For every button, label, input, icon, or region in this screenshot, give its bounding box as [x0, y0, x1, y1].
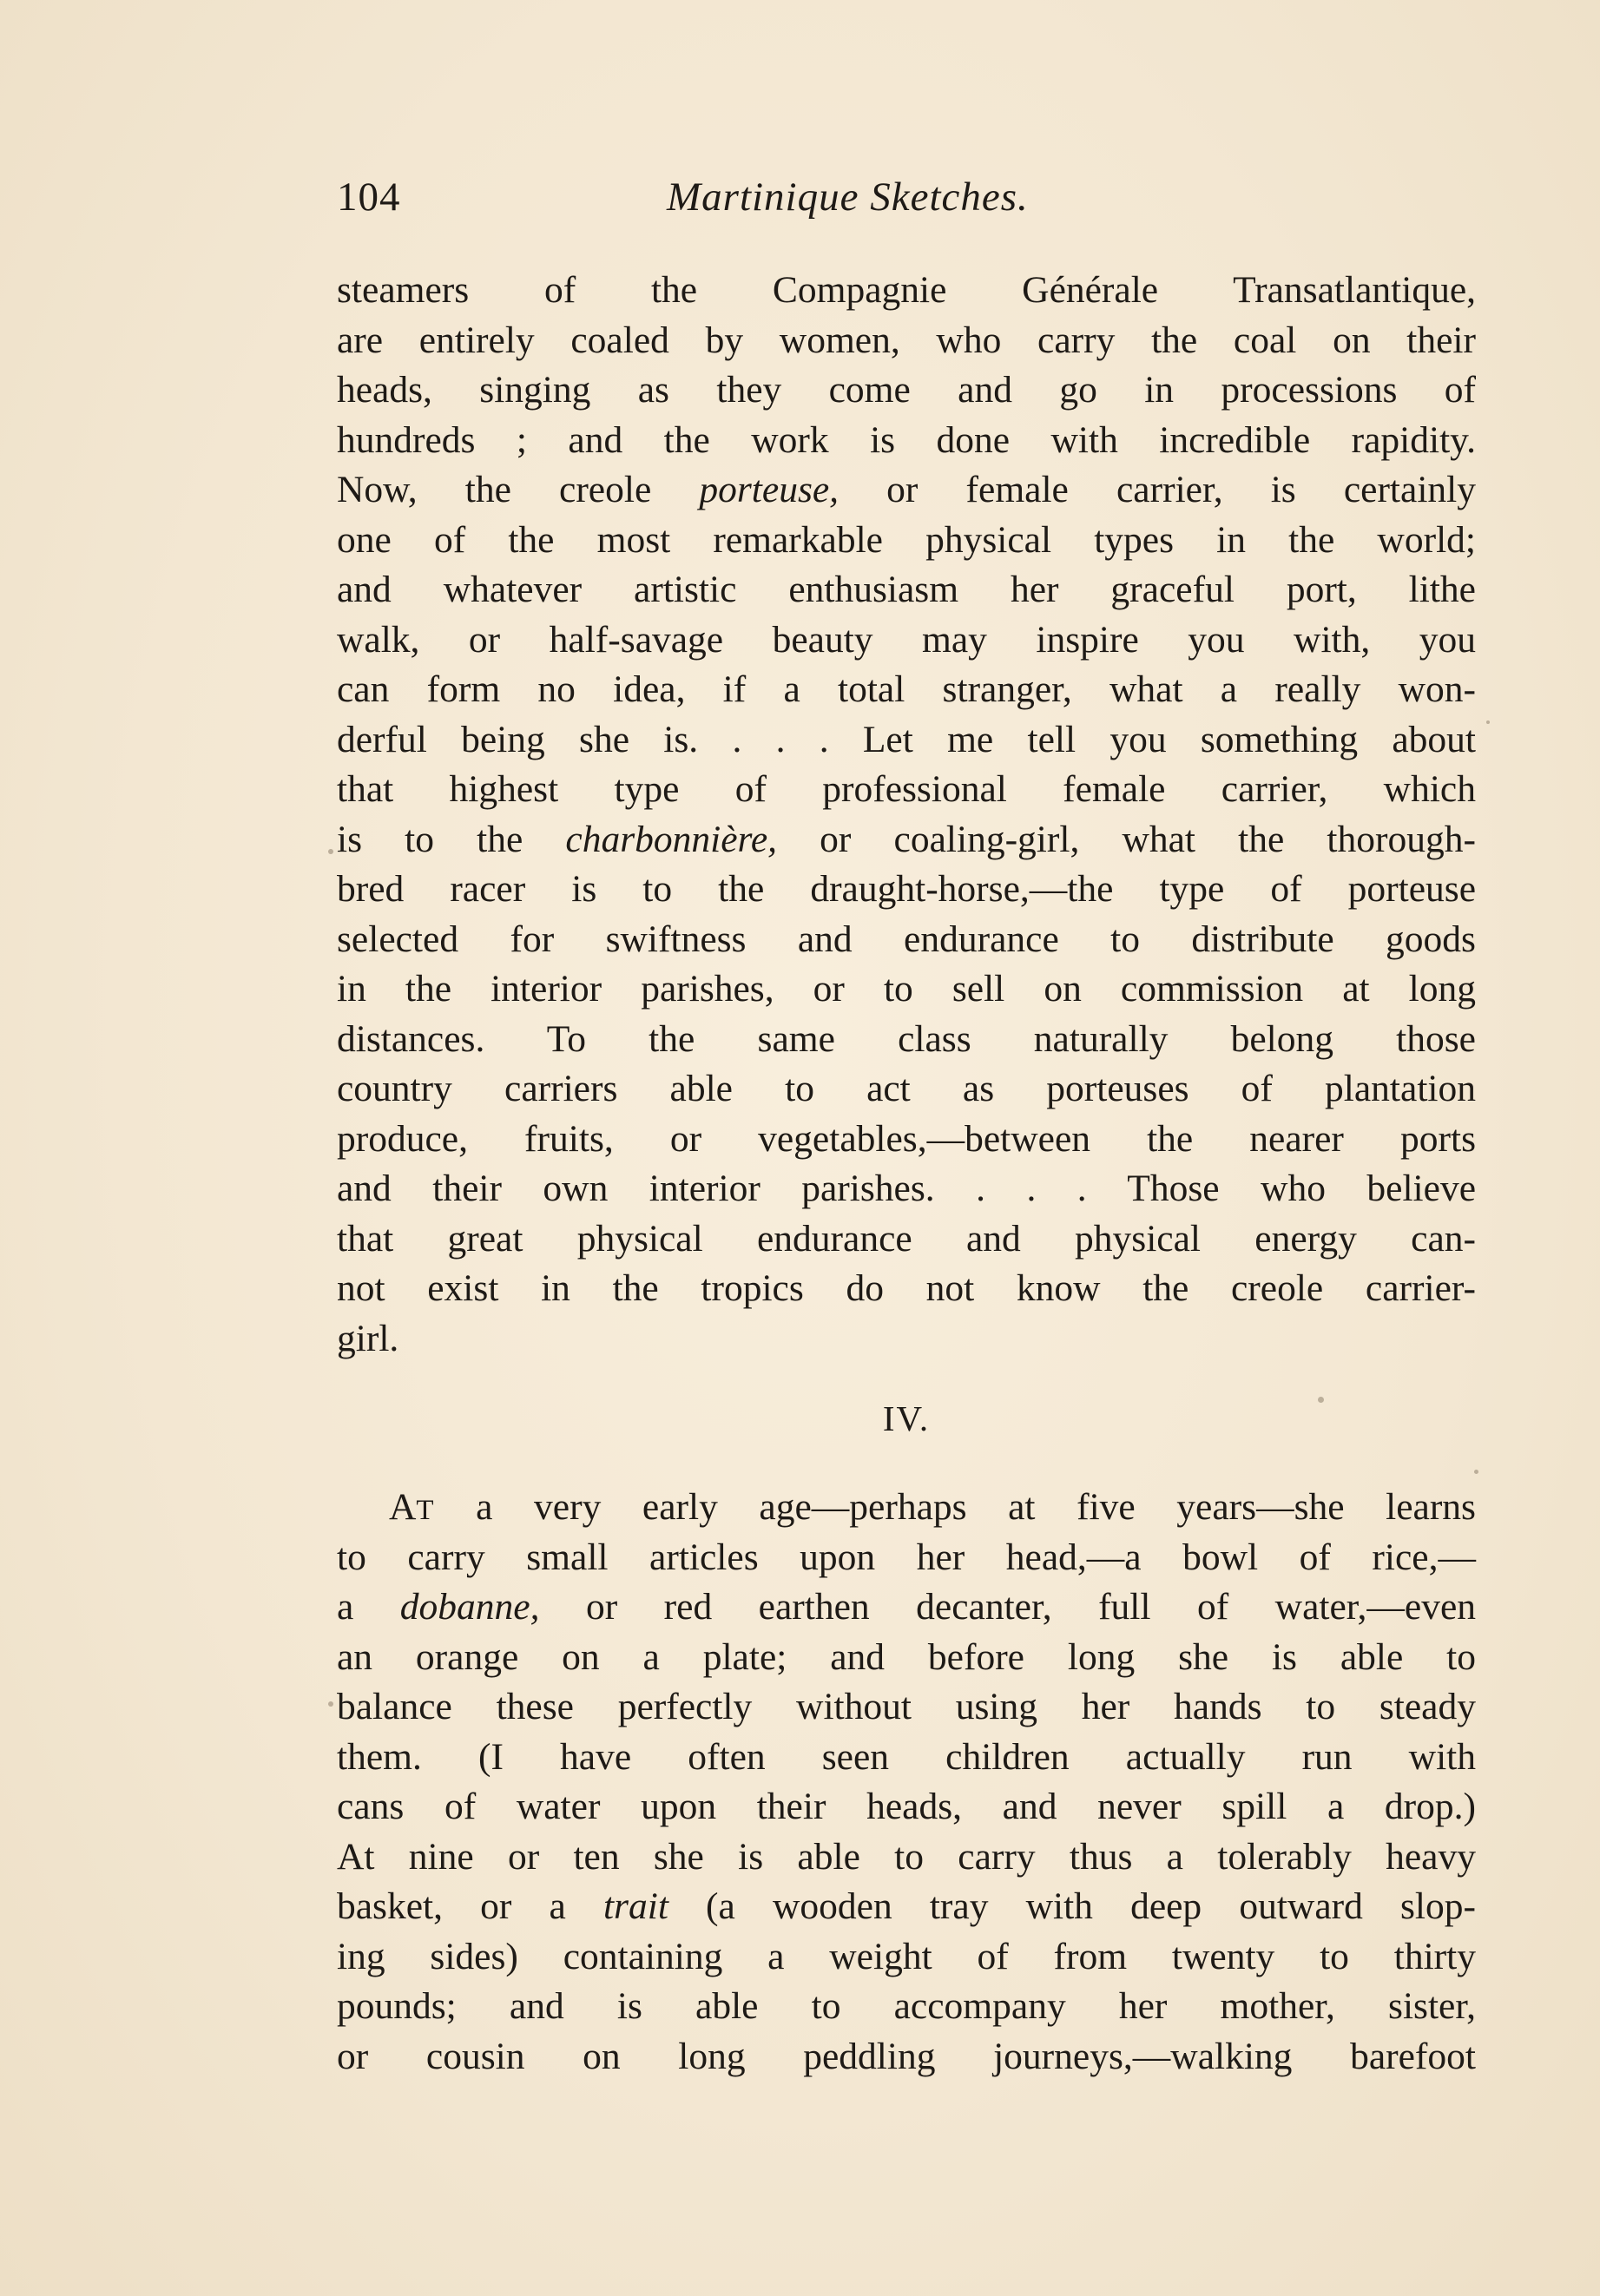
paper-speck — [1486, 720, 1490, 724]
text-fragment: Now, the creole — [337, 469, 700, 510]
text-line: heads, singing as they come and go in processions of — [337, 369, 1476, 411]
text-line: At nine or ten she is able to carry thus a tolerably heavy — [337, 1835, 1476, 1878]
text-line — [337, 1483, 1476, 1533]
text-line: pounds; and is able to accompany her mother, sister, — [337, 1985, 1476, 2027]
initial-letter: A — [389, 1486, 417, 1528]
running-head — [337, 174, 1136, 226]
section-heading: IV. — [882, 1398, 931, 1438]
text-fragment: (a wooden tray with deep outward slop- — [668, 1885, 1476, 1927]
text-line — [337, 1882, 1476, 1932]
text-line: not exist in the tropics do not know the creole carrier- — [337, 1267, 1476, 1309]
text-fragment: or female carrier, is certainly — [839, 469, 1477, 510]
text-line: girl. — [337, 1317, 399, 1359]
text-line: and whatever artistic enthusiasm her graceful port, lithe — [337, 569, 1476, 610]
paper-speck — [1318, 1397, 1324, 1403]
book-title: Martinique Sketches. — [667, 174, 1029, 220]
text-line: an orange on a plate; and before long she is able to — [337, 1635, 1476, 1678]
text-line: or cousin on long peddling journeys,—walking barefoot — [337, 2035, 1476, 2077]
text-line: that great physical endurance and physical energy can- — [337, 1217, 1476, 1260]
paper-speck — [328, 1701, 333, 1707]
text-fragment: or red earthen decanter, full of water,—even — [539, 1586, 1477, 1628]
text-fragment: or coaling-girl, what the thorough- — [777, 818, 1476, 860]
text-fragment: basket, or a — [337, 1885, 603, 1927]
text-line: distances. To the same class naturally belong those — [337, 1017, 1476, 1060]
text-line — [337, 815, 1476, 865]
text-fragment: a — [337, 1586, 400, 1628]
page-number: 104 — [337, 174, 401, 220]
paragraph-section-iv — [337, 1483, 1476, 2082]
text-line: and their own interior parishes. . . . Those who believe — [337, 1168, 1476, 1209]
text-line: cans of water upon their heads, and never spill a drop.) — [337, 1786, 1476, 1827]
text-line: steamers of the Compagnie Générale Transatlantique, — [337, 269, 1476, 311]
italic-term: porteuse, — [699, 469, 840, 510]
text-line: in the interior parishes, or to sell on commission at long — [337, 968, 1476, 1010]
italic-term: charbonnière, — [565, 818, 778, 860]
text-line: bred racer is to the draught-horse,—the type of porteuse — [337, 868, 1476, 910]
text-line: that highest type of professional female carrier, which — [337, 768, 1476, 810]
text-line: one of the most remarkable physical types in the world; — [337, 518, 1476, 561]
paragraph-continued — [337, 266, 1476, 1364]
text-line: walk, or half-savage beauty may inspire you with, you — [337, 618, 1476, 661]
text-line: them. (I have often seen children actually run with — [337, 1735, 1476, 1778]
italic-term: trait — [602, 1885, 668, 1927]
text-line: ing sides) containing a weight of from twenty to thirty — [337, 1935, 1476, 1977]
text-fragment: a very early age—perhaps at five years—she learns — [434, 1486, 1476, 1528]
text-line: to carry small articles upon her head,—a bowl of rice,— — [337, 1536, 1476, 1578]
text-line — [337, 465, 1476, 516]
paper-speck — [328, 849, 333, 854]
text-line: produce, fruits, or vegetables,—between the nearer ports — [337, 1117, 1476, 1160]
italic-term: dobanne, — [399, 1586, 540, 1628]
small-caps-letter: T — [416, 1495, 435, 1526]
text-line: balance these perfectly without using her hands to steady — [337, 1686, 1476, 1727]
text-line: hundreds ; and the work is done with incredible rapidity. — [337, 418, 1476, 461]
text-line: selected for swiftness and endurance to distribute goods — [337, 918, 1476, 960]
text-line: are entirely coaled by women, who carry the coal on their — [337, 319, 1476, 361]
text-fragment: is to the — [337, 818, 566, 860]
text-line — [337, 1582, 1476, 1633]
text-line: derful being she is. . . . Let me tell you something about — [337, 718, 1476, 760]
text-line: can form no idea, if a total stranger, what a really won- — [337, 668, 1476, 710]
text-line: country carriers able to act as porteuses of plantation — [337, 1068, 1476, 1109]
paper-speck — [1474, 1470, 1478, 1474]
